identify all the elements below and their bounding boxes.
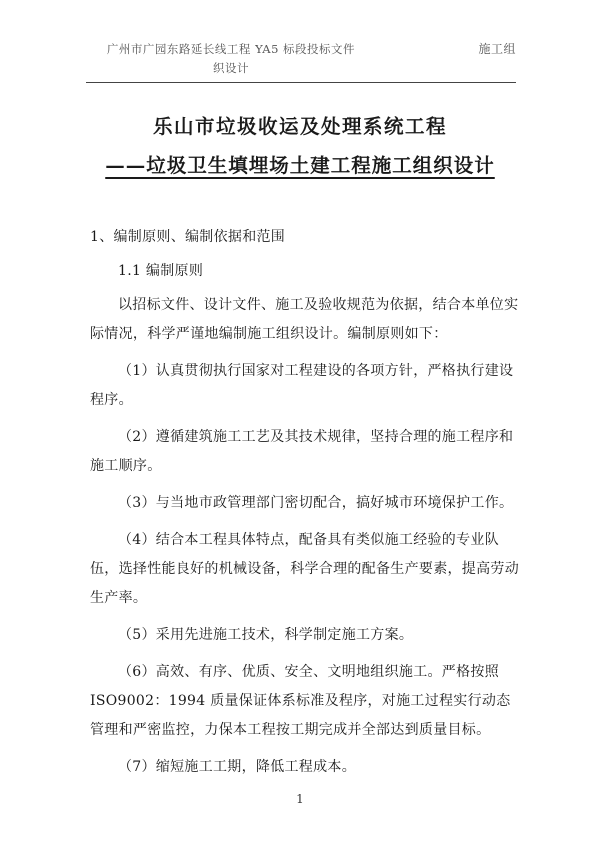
intro-paragraph: 以招标文件、设计文件、施工及验收规范为依据，结合本单位实际情况，科学严谨地编制施工组织设计。编制原则如下： [90, 297, 519, 342]
principle-item-3: （3）与当地市政管理部门密切配合，搞好城市环境保护工作。 [118, 495, 514, 511]
document-body [90, 223, 520, 790]
principle-item-6: （6）高效、有序、优质、安全、文明地组织施工。严格按照 ISO9002：1994 质量保证体系标准及程序，对施工过程实行动态管理和严密监控，力保本工程按工期完成并全部达到质量目标。 [90, 664, 511, 738]
sub-title-text: ——垃圾卫生填埋场土建工程施工组织设计 [105, 154, 495, 177]
principle-item-7: （7）缩短施工工期，降低工程成本。 [118, 759, 357, 775]
page-header [86, 40, 516, 80]
principle-item-1: （1）认真贯彻执行国家对工程建设的各项方针，严格执行建设程序。 [90, 363, 514, 408]
header-document-title [86, 40, 376, 78]
principle-item-4: （4）结合本工程具体特点，配备具有类似施工经验的专业队伍，选择性能良好的机械设备，科学合理的配备生产要素，提高劳动生产率。 [90, 532, 519, 606]
section-heading-1-1: 1.1 编制原则 [118, 263, 204, 279]
main-title: 乐山市垃圾收运及处理系统工程 [152, 115, 447, 138]
section-heading-1: 1、编制原则、编制依据和范围 [90, 229, 286, 245]
header-title-line1: 广州市广园东路延长线工程 YA5 标段投标文件 [106, 42, 356, 56]
page-number: 1 [296, 792, 304, 806]
header-title-line2: 织设计 [213, 61, 249, 75]
header-divider [86, 82, 516, 83]
principle-item-5: （5）采用先进施工技术，科学制定施工方案。 [118, 627, 414, 643]
header-section-label: 施工组 [478, 42, 516, 56]
sub-title [0, 150, 600, 178]
principle-item-2: （2）遵循建筑施工工艺及其技术规律，坚持合理的施工程序和施工顺序。 [90, 429, 514, 474]
